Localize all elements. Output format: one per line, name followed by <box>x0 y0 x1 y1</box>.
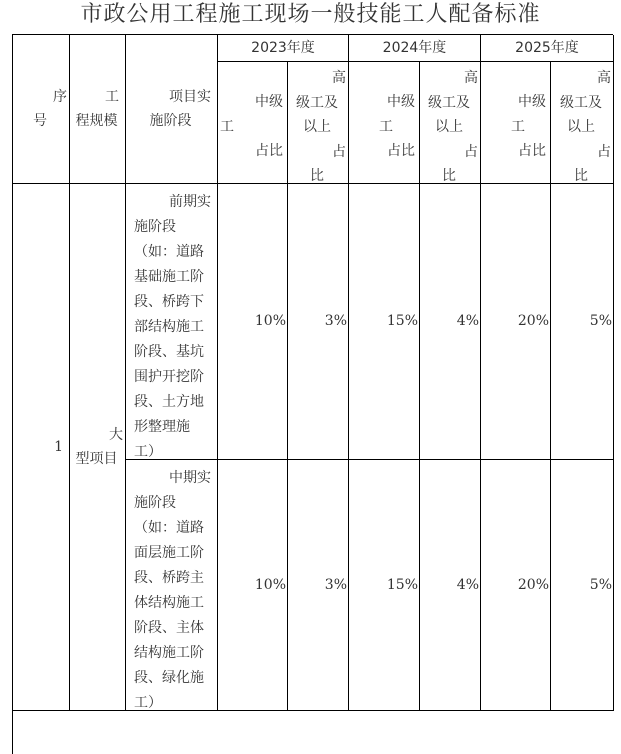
cell-2023-mid: 10% <box>218 184 288 460</box>
cell-2024-high: 4% <box>420 184 481 460</box>
row-scale-line1: 大 <box>109 426 123 443</box>
stage-line: 围护开挖阶 <box>134 369 204 385</box>
stage-line: 面层施工阶 <box>134 545 204 561</box>
header-scale-line2: 程规模 <box>75 113 118 129</box>
stage-line: 形整理施 <box>134 419 190 435</box>
header-mid-line3: 占比 <box>518 143 546 159</box>
header-year-2024: 2024年度 <box>349 35 481 62</box>
stage-line: （如：道路 <box>134 520 204 536</box>
header-stage-line2: 施阶段 <box>149 113 192 129</box>
header-high-line3: 以上 <box>435 119 463 135</box>
stage-line: 部结构施工 <box>134 319 204 335</box>
header-scale <box>70 35 126 184</box>
header-high-line3: 以上 <box>303 119 331 135</box>
stage-line: 段、绿化施 <box>134 670 204 686</box>
header-high-line3: 以上 <box>567 119 595 135</box>
header-high-line5: 比 <box>442 168 456 184</box>
row-scale <box>70 184 126 711</box>
header-mid-line1: 中级 <box>255 94 283 110</box>
header-high-line4: 占 <box>332 143 346 160</box>
cell-2025-mid: 20% <box>481 460 551 711</box>
cell-2025-mid: 20% <box>481 184 551 460</box>
row-scale-line2: 型项目 <box>75 451 118 467</box>
stage-line: 阶段、基坑 <box>134 344 204 360</box>
stage-line: 阶段、主体 <box>134 620 204 636</box>
stage-line: 施阶段 <box>134 219 176 235</box>
stage-line: 段、桥跨下 <box>134 294 204 310</box>
header-high-line4: 占 <box>597 143 611 160</box>
header-high-2024 <box>420 62 481 184</box>
header-high-line1: 高 <box>597 70 611 86</box>
stage-line: 基础施工阶 <box>134 269 204 285</box>
stage-line: 工） <box>134 695 162 711</box>
header-year-2023: 2023年度 <box>218 35 349 62</box>
header-stage-line1: 项目实 <box>169 88 211 105</box>
header-seq <box>13 35 70 184</box>
header-stage <box>126 35 218 184</box>
stage-line: 段、桥跨主 <box>134 570 204 586</box>
cell-2024-high: 4% <box>420 460 481 711</box>
header-high-line5: 比 <box>574 168 588 184</box>
cell-2024-mid: 15% <box>349 184 420 460</box>
header-high-line4: 占 <box>464 143 478 160</box>
header-mid-line1: 中级 <box>518 94 546 110</box>
cell-2023-high: 3% <box>288 184 349 460</box>
header-high-line2: 级工及 <box>296 94 338 111</box>
header-mid-2025 <box>481 62 551 184</box>
header-mid-2024 <box>349 62 420 184</box>
header-mid-line2: 工 <box>220 118 234 135</box>
header-scale-line1: 工 <box>105 88 119 105</box>
page-title: 市政公用工程施工现场一般技能工人配备标准 <box>80 2 541 27</box>
stage-line: 结构施工阶 <box>134 645 204 661</box>
stage-line: 工） <box>134 444 162 460</box>
header-seq-line2: 号 <box>33 113 47 129</box>
header-high-line2: 级工及 <box>428 94 470 111</box>
header-high-line5: 比 <box>310 168 324 184</box>
stage-line: 施阶段 <box>134 495 176 511</box>
stage-line: 体结构施工 <box>134 595 204 611</box>
header-mid-2023 <box>218 62 288 184</box>
row-stage-early <box>126 184 218 460</box>
header-year-2025: 2025年度 <box>481 35 614 62</box>
header-mid-line3: 占比 <box>387 143 415 159</box>
cell-2023-mid: 10% <box>218 460 288 711</box>
row-seq: 1 <box>13 184 70 711</box>
header-high-2025 <box>551 62 614 184</box>
cell-2024-mid: 15% <box>349 460 420 711</box>
stage-line: 前期实 <box>169 194 211 210</box>
stage-line: 段、土方地 <box>134 394 204 410</box>
header-high-line1: 高 <box>332 70 346 86</box>
header-mid-line2: 工 <box>379 118 393 135</box>
stage-line: 中期实 <box>169 470 211 486</box>
stage-line: （如：道路 <box>134 244 204 260</box>
header-mid-line2: 工 <box>511 118 525 135</box>
header-seq-line1: 序 <box>53 88 67 105</box>
cell-2025-high: 5% <box>551 460 614 711</box>
header-high-line1: 高 <box>464 70 478 86</box>
row-stage-middle <box>126 460 218 711</box>
header-high-2023 <box>288 62 349 184</box>
cell-2023-high: 3% <box>288 460 349 711</box>
header-high-line2: 级工及 <box>560 94 602 111</box>
header-mid-line1: 中级 <box>387 94 415 110</box>
header-mid-line3: 占比 <box>255 143 283 159</box>
cell-2025-high: 5% <box>551 184 614 460</box>
staffing-standard-table <box>12 34 613 754</box>
